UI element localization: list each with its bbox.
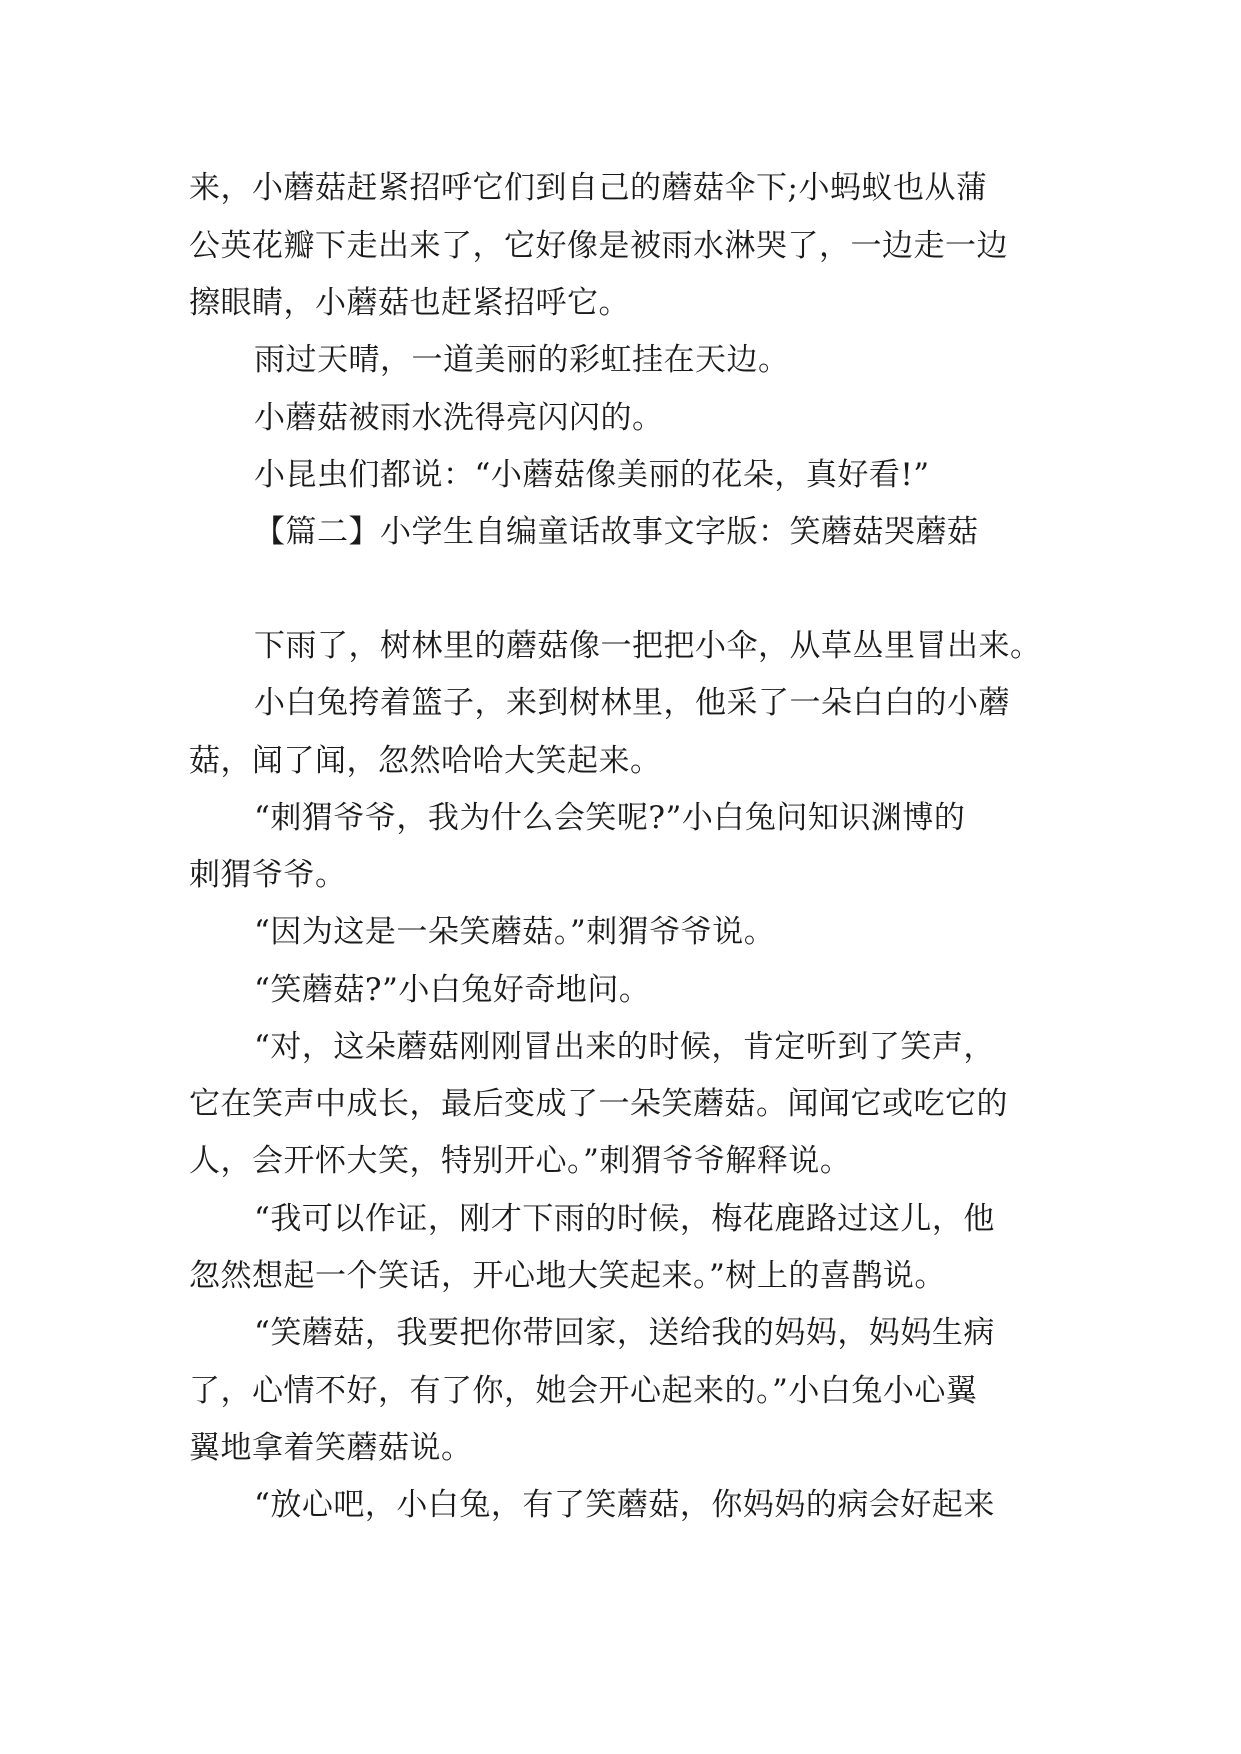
text-line: “因为这是一朵笑蘑菇。”刺猬爷爷说。: [254, 914, 776, 950]
section-heading: 【篇二】小学生自编童话故事文字版：笑蘑菇哭蘑菇: [254, 514, 979, 550]
text-line: 小白兔挎着篮子，来到树林里，他采了一朵白白的小蘑: [254, 685, 1010, 721]
text-line: 人，会开怀大笑，特别开心。”刺猬爷爷解释说。: [189, 1143, 852, 1179]
text-line: 小昆虫们都说：“小蘑菇像美丽的花朵，真好看!”: [254, 457, 930, 493]
text-line: 刺猬爷爷。: [189, 857, 347, 893]
text-line: 翼地拿着笑蘑菇说。: [189, 1430, 473, 1466]
text-line: 公英花瓣下走出来了，它好像是被雨水淋哭了，一边走一边: [189, 228, 1008, 264]
text-line: “对，这朵蘑菇刚刚冒出来的时候，肯定听到了笑声，: [254, 1029, 995, 1065]
text-line: 擦眼睛，小蘑菇也赶紧招呼它。: [189, 285, 630, 321]
text-line: 小蘑菇被雨水洗得亮闪闪的。: [254, 400, 664, 436]
text-line: “笑蘑菇，我要把你带回家，送给我的妈妈，妈妈生病: [254, 1315, 995, 1351]
text-line: “刺猬爷爷，我为什么会笑呢?”小白兔问知识渊博的: [254, 800, 966, 836]
text-line: “放心吧，小白兔，有了笑蘑菇，你妈妈的病会好起来: [254, 1487, 995, 1523]
text-line: 雨过天晴，一道美丽的彩虹挂在天边。: [254, 342, 790, 378]
text-line: “笑蘑菇?”小白兔好奇地问。: [254, 972, 651, 1008]
text-line: 来，小蘑菇赶紧招呼它们到自己的蘑菇伞下;小蚂蚁也从蒲: [189, 170, 988, 206]
text-line: 忽然想起一个笑话，开心地大笑起来。”树上的喜鹊说。: [189, 1258, 946, 1294]
text-line: 菇，闻了闻，忽然哈哈大笑起来。: [189, 743, 662, 779]
text-line: 它在笑声中成长，最后变成了一朵笑蘑菇。闻闻它或吃它的: [189, 1086, 1008, 1122]
text-line: “我可以作证，刚才下雨的时候，梅花鹿路过这儿，他: [254, 1201, 995, 1237]
text-line: 了，心情不好，有了你，她会开心起来的。”小白兔小心翼: [189, 1373, 978, 1409]
text-line: 下雨了，树林里的蘑菇像一把把小伞，从草丛里冒出来。: [254, 628, 1042, 664]
